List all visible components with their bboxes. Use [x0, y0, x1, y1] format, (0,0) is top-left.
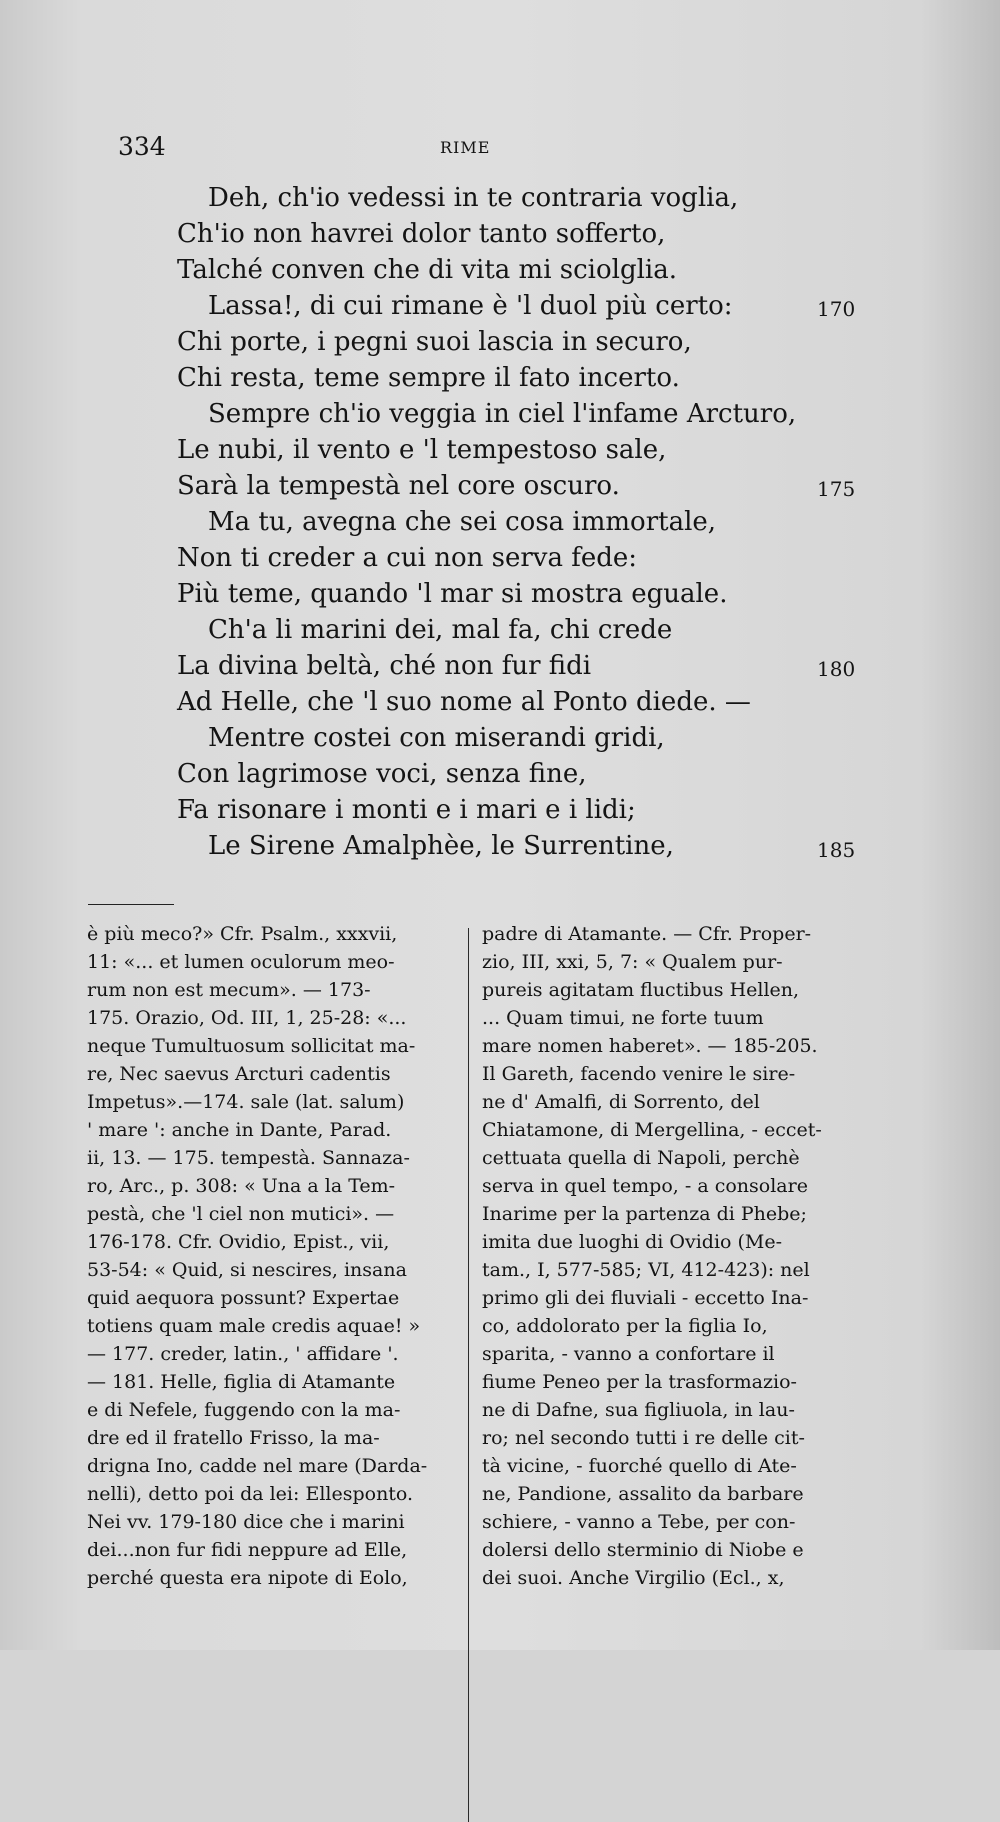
note-line: Il Gareth, facendo venire le sire-	[482, 1063, 796, 1085]
verse-line: Chi porte, i pegni suoi lascia in securo,	[177, 327, 692, 357]
note-line: dei suoi. Anche Virgilio (Ecl., x,	[482, 1567, 785, 1589]
note-line: padre di Atamante. — Cfr. Proper-	[482, 923, 812, 945]
notes-column-left	[87, 920, 453, 1592]
line-number: 185	[817, 838, 856, 862]
note-line: dei...non fur fidi neppure ad Elle,	[87, 1539, 408, 1561]
verse-line: Non ti creder a cui non serva fede:	[177, 543, 638, 573]
verse-line: Ch'a li marini dei, mal fa, chi crede	[208, 615, 673, 645]
note-line: Impetus».—174. sale (lat. salum)	[87, 1091, 405, 1113]
note-line: co, addolorato per la figlia Io,	[482, 1315, 768, 1337]
note-line: sparita, - vanno a confortare il	[482, 1343, 775, 1365]
note-line: zio, III, xxi, 5, 7: « Qualem pur-	[482, 951, 783, 973]
note-line: perché questa era nipote di Eolo,	[87, 1567, 408, 1589]
note-line: ne, Pandione, assalito da barbare	[482, 1483, 804, 1505]
note-line: fiume Peneo per la trasformazio-	[482, 1371, 797, 1393]
verse-line: Ma tu, avegna che sei cosa immortale,	[208, 507, 717, 537]
note-line: totiens quam male credis aquae! »	[87, 1315, 421, 1337]
verse-line: La divina beltà, ché non fur fidi	[177, 651, 592, 681]
page-header	[0, 132, 1000, 172]
note-line: rum non est mecum». — 173-	[87, 979, 371, 1001]
note-line: pestà, che 'l ciel non mutici». —	[87, 1203, 395, 1225]
verse-line: Sempre ch'io veggia in ciel l'infame Arcturo,	[208, 399, 797, 429]
note-line: 175. Orazio, Od. III, 1, 25-28: «...	[87, 1007, 407, 1029]
note-line: schiere, - vanno a Tebe, per con-	[482, 1511, 796, 1533]
verse-line: Fa risonare i monti e i mari e i lidi;	[177, 795, 636, 825]
note-line: 53-54: « Quid, si nescires, insana	[87, 1259, 407, 1281]
verse-line: Le Sirene Amalphèe, le Surrentine,	[208, 831, 674, 861]
note-line: Chiatamone, di Mergellina, - eccet-	[482, 1119, 822, 1141]
note-line: quid aequora possunt? Expertae	[87, 1287, 400, 1309]
verse-line: Più teme, quando 'l mar si mostra eguale.	[177, 579, 728, 609]
note-line: pureis agitatam fluctibus Hellen,	[482, 979, 800, 1001]
footnote-separator	[88, 904, 174, 905]
column-divider	[468, 928, 469, 1822]
verse-line: Sarà la tempestà nel core oscuro.	[177, 471, 620, 501]
note-line: tam., I, 577-585; VI, 412-423): nel	[482, 1259, 810, 1281]
note-line: ro, Arc., p. 308: « Una a la Tem-	[87, 1175, 396, 1197]
verse-line: Deh, ch'io vedessi in te contraria voglia,	[208, 183, 739, 213]
note-line: dolersi dello sterminio di Niobe e	[482, 1539, 804, 1561]
note-line: — 177. creder, latin., ' affidare '.	[87, 1343, 399, 1365]
note-line: 176-178. Cfr. Ovidio, Epist., vii,	[87, 1231, 390, 1253]
verse-line: Chi resta, teme sempre il fato incerto.	[177, 363, 680, 393]
verse-line: Mentre costei con miserandi gridi,	[208, 723, 665, 753]
note-line: 11: «... et lumen oculorum meo-	[87, 951, 395, 973]
note-line: drigna Ino, cadde nel mare (Darda-	[87, 1455, 428, 1477]
note-line: — 181. Helle, figlia di Atamante	[87, 1371, 396, 1393]
verse-line: Con lagrimose voci, senza fine,	[177, 759, 587, 789]
note-line: ii, 13. — 175. tempestà. Sannaza-	[87, 1147, 410, 1169]
notes-column-right	[482, 920, 862, 1592]
line-number: 170	[817, 297, 856, 321]
note-line: e di Nefele, fuggendo con la ma-	[87, 1399, 401, 1421]
note-line: ... Quam timui, ne forte tuum	[482, 1007, 764, 1029]
note-line: serva in quel tempo, - a consolare	[482, 1175, 808, 1197]
note-line: neque Tumultuosum sollicitat ma-	[87, 1035, 416, 1057]
note-line: imita due luoghi di Ovidio (Me-	[482, 1231, 783, 1253]
running-title: RIME	[440, 138, 491, 157]
note-line: Inarime per la partenza di Phebe;	[482, 1203, 807, 1225]
verse-line: Lassa!, di cui rimane è 'l duol più certo:	[208, 291, 733, 321]
note-line: ' mare ': anche in Dante, Parad.	[87, 1119, 392, 1141]
note-line: primo gli dei fluviali - eccetto Ina-	[482, 1287, 809, 1309]
verse-line: Ch'io non havrei dolor tanto sofferto,	[177, 219, 666, 249]
note-line: re, Nec saevus Arcturi cadentis	[87, 1063, 391, 1085]
note-line: ro; nel secondo tutti i re delle cit-	[482, 1427, 805, 1449]
note-line: nelli), detto poi da lei: Ellesponto.	[87, 1483, 414, 1505]
page-number: 334	[118, 132, 166, 161]
verse-line: Ad Helle, che 'l suo nome al Ponto diede. —	[177, 687, 751, 717]
note-line: è più meco?» Cfr. Psalm., xxxvii,	[87, 923, 398, 945]
verse-line: Talché conven che di vita mi sciolglia.	[177, 255, 678, 285]
note-line: ne d' Amalfi, di Sorrento, del	[482, 1091, 760, 1113]
note-line: mare nomen haberet». — 185-205.	[482, 1035, 818, 1057]
note-line: Nei vv. 179-180 dice che i marini	[87, 1511, 405, 1533]
line-number: 180	[817, 657, 856, 681]
line-number: 175	[817, 477, 856, 501]
note-line: cettuata quella di Napoli, perchè	[482, 1147, 800, 1169]
note-line: dre ed il fratello Frisso, la ma-	[87, 1427, 380, 1449]
verse-line: Le nubi, il vento e 'l tempestoso sale,	[177, 435, 667, 465]
note-line: ne di Dafne, sua figliuola, in lau-	[482, 1399, 795, 1421]
note-line: tà vicine, - fuorché quello di Ate-	[482, 1455, 797, 1477]
